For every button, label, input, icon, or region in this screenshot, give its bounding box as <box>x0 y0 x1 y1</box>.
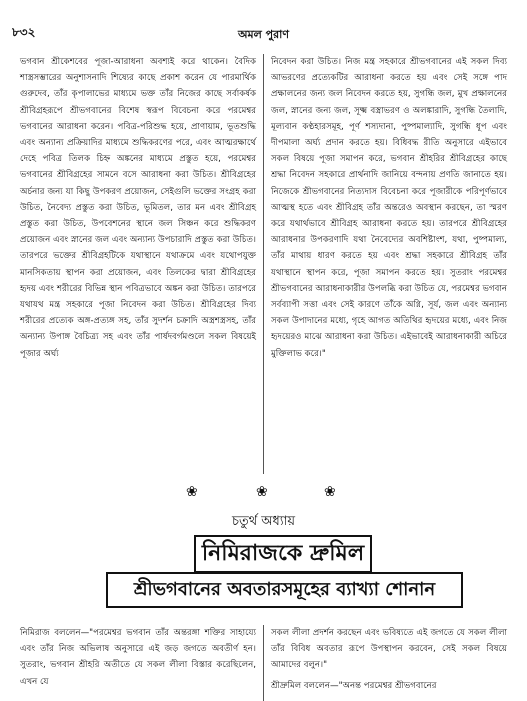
page-number: ৮৩২ <box>12 25 36 39</box>
column-divider <box>263 625 264 701</box>
paragraph: শ্রীদ্রুমিল বললেন—"অনন্ত পরমেশ্বর শ্রীভগবানের <box>271 680 437 691</box>
flower-ornament-icon: ❀ <box>324 484 336 500</box>
chapter-subtitle <box>106 572 463 608</box>
chapter-label: চতুর্থ অধ্যায় <box>231 514 296 529</box>
flower-ornament-icon: ❀ <box>186 484 198 500</box>
paragraph: সকল লীলা প্রদর্শন করছেন এবং ভবিষ্যতে এই জগতে যে সকল লীলা তাঁর বিবিধ অবতার রূপে উপস্থাপন করবেন, সেই সকল বিষয়ে আমাদের বলুন।" <box>271 628 507 671</box>
paragraph: ভগবান শ্রীকেশবের পূজা-আরাধনা অবশ্যই করে থাকেন। বৈদিক শাস্ত্রসম্ভারের অনুশাসনাদি শিষ্যের কাছে প্রকাশ করেন যে পারমার্থিক গুরুদেব, তাঁর কৃপালাভের মাধ্যমে ভক্ত তাঁর নিজের কাছে সর্বাকর্ষক শ্রীবিগ্রহরূপে শ্রীভগবানের বিশেষ স্বরূপ বিবেচনা করে পরমেশ্বর ভগবানের আরাধনা করেন। পবিত্র-পরিশুদ্ধ হয়ে, প্রাণায়াম, ভূতশুদ্ধি এবং অন্যান্য প্রক্রিয়াদির মাধ্যমে শুদ্ধিকরণের পরে, এবং আত্মরক্ষার্থে দেহে পবিত্র তিলক চিহ্ন অঙ্কনের মাধ্যমে প্রস্তুত হয়ে, পরমেশ্বর ভগবানের শ্রীবিগ্রহের সামনে বসে আরাধনা করা উচিত। শ্রীবিগ্রহের অর্চনার জন্য যা কিছু উপকরণ প্রয়োজন, সেইগুলি ভক্তের সংগ্রহ করা উচিত, নৈবেদ্য প্রস্তুত করা উচিত, ভূমিতল, তার মন এবং শ্রীবিগ্রহ প্রস্তুত করা উচিত, উপবেশনের স্থানে জল সিঞ্চন করে শুদ্ধিকরণ প্রয়োজন এবং স্নানের জল এবং অন্যান্য উপচারাদি প্রস্তুত করা উচিত। তারপরে ভক্তের শ্রীবিগ্রহটিকে যথাস্থানে যথাক্রমে এবং যথোপযুক্ত মানসিকতায় স্থাপন করা প্রয়োজন, এবং তিলকের দ্বারা শ্রীবিগ্রহের হৃদয় এবং শরীরের বিভিন্ন স্থান পবিত্রভাবে অঙ্কন করা উচিত। তারপরে যথাযথ মন্ত্র সহকারে পূজা নিবেদন করা উচিত। শ্রীবিগ্রহের দিব্য শরীরের প্রত্যেক অঙ্গ-প্রত্যঙ্গ সহ, তাঁর সুদর্শন চক্রাদি অস্ত্রশস্ত্রসহ, তাঁর অন্যান্য উপাঙ্গ বৈচিত্র্য সহ এবং তাঁর পার্ষদবর্গমণ্ডলে সকল বিষয়েই পূজার অর্ঘ্য <box>20 57 256 359</box>
column-divider <box>263 54 264 474</box>
top-left-column <box>20 54 256 362</box>
bottom-left-column <box>20 625 256 690</box>
paragraph: নিবেদন করা উচিত। নিজ মন্ত্র সহকারে শ্রীভগবানের এই সকল দিব্য আভরণের প্রত্যেকটির আরাধনা করতে হয় এবং সেই সঙ্গে পাদ প্রক্ষালনের জন্য জল নিবেদন করতে হয়, সুগন্ধি জল, মুখ প্রক্ষালনের জল, স্নানের জন্য জল, সূক্ষ্ম বস্ত্রাভরণ ও অলঙ্কারাদি, সুগন্ধি তৈলাদি, মূল্যবান কণ্ঠহারসমূহ, পূর্ণ শস্যদানা, পুষ্পমাল্যাদি, সুগন্ধি ধূপ এবং দীপমালা অর্ঘ্য প্রদান করতে হয়। বিধিবদ্ধ রীতি অনুসারে এইভাবে সকল বিষয়ে পূজা সমাপন করে, ভগবান শ্রীহরির শ্রীবিগ্রহের কাছে শ্রদ্ধা নিবেদন সহকারে প্রার্থনাদি জানিয়ে বন্দনায় প্রণতি জানাতে হয়। নিজেকে শ্রীভগবানের নিত্যদাস বিবেচনা করে পূজারীকে পরিপূর্ণভাবে আত্মস্থ হতে এবং শ্রীবিগ্রহ তাঁর অন্তরেও অবস্থান করছেন, তা স্মরণ করে যথার্থভাবে শ্রীবিগ্রহ আরাধনা করতে হয়। তারপরে শ্রীবিগ্রহের আরাধনার উপকরণাদি যথা নৈবেদ্যের অবশিষ্টাংশ, যথা, পুষ্পমাল্য, তাঁর মাথায় ধারণ করতে হয় এবং শ্রদ্ধা সহকারে শ্রীবিগ্রহ তাঁর যথাস্থানে স্থাপন করে, পূজা সমাপন করতে হয়। সুতরাং পরমেশ্বর শ্রীভগবানের আরাধনাকারীর উপলব্ধি করা উচিত যে, পরমেশ্বর ভগবান সর্বব্যাপী সত্তা এবং সেই কারণে তাঁকে অগ্নি, সূর্য, জল এবং অন্যান্য সকল উপাদানের মধ্যে, গৃহে আগত অতিথির হৃদয়ের মধ্যে, এবং নিজ হৃদয়েরও মাঝে আরাধনা করা উচিত। এইভাবেই আরাধনাকারী অচিরে মুক্তিলাভ করে।" <box>271 57 507 359</box>
chapter-title-text: নিমিরাজকে দ্রুমিল <box>201 540 365 566</box>
chapter-subtitle-text: শ্রীভগবানের অবতারসমূহের ব্যাখ্যা শোনান <box>133 578 436 600</box>
running-head: অমল পুরাণ <box>237 28 290 41</box>
bottom-right-column <box>271 625 507 694</box>
top-right-column <box>271 54 507 362</box>
chapter-title <box>194 535 372 573</box>
flower-ornament-icon: ❀ <box>256 484 268 500</box>
section-ornaments <box>0 484 527 504</box>
paragraph: নিমিরাজ বললেন—"পরমেশ্বর ভগবান তাঁর অন্তরঙ্গা শক্তির সাহায্যে এবং তাঁর নিজ অভিলাষ অনুসারে এই জড় জগতে অবতীর্ণ হন। সুতরাং, ভগবান শ্রীহরি অতীতে যে সকল লীলা বিস্তার করেছিলেন, এখন যে <box>20 628 256 687</box>
